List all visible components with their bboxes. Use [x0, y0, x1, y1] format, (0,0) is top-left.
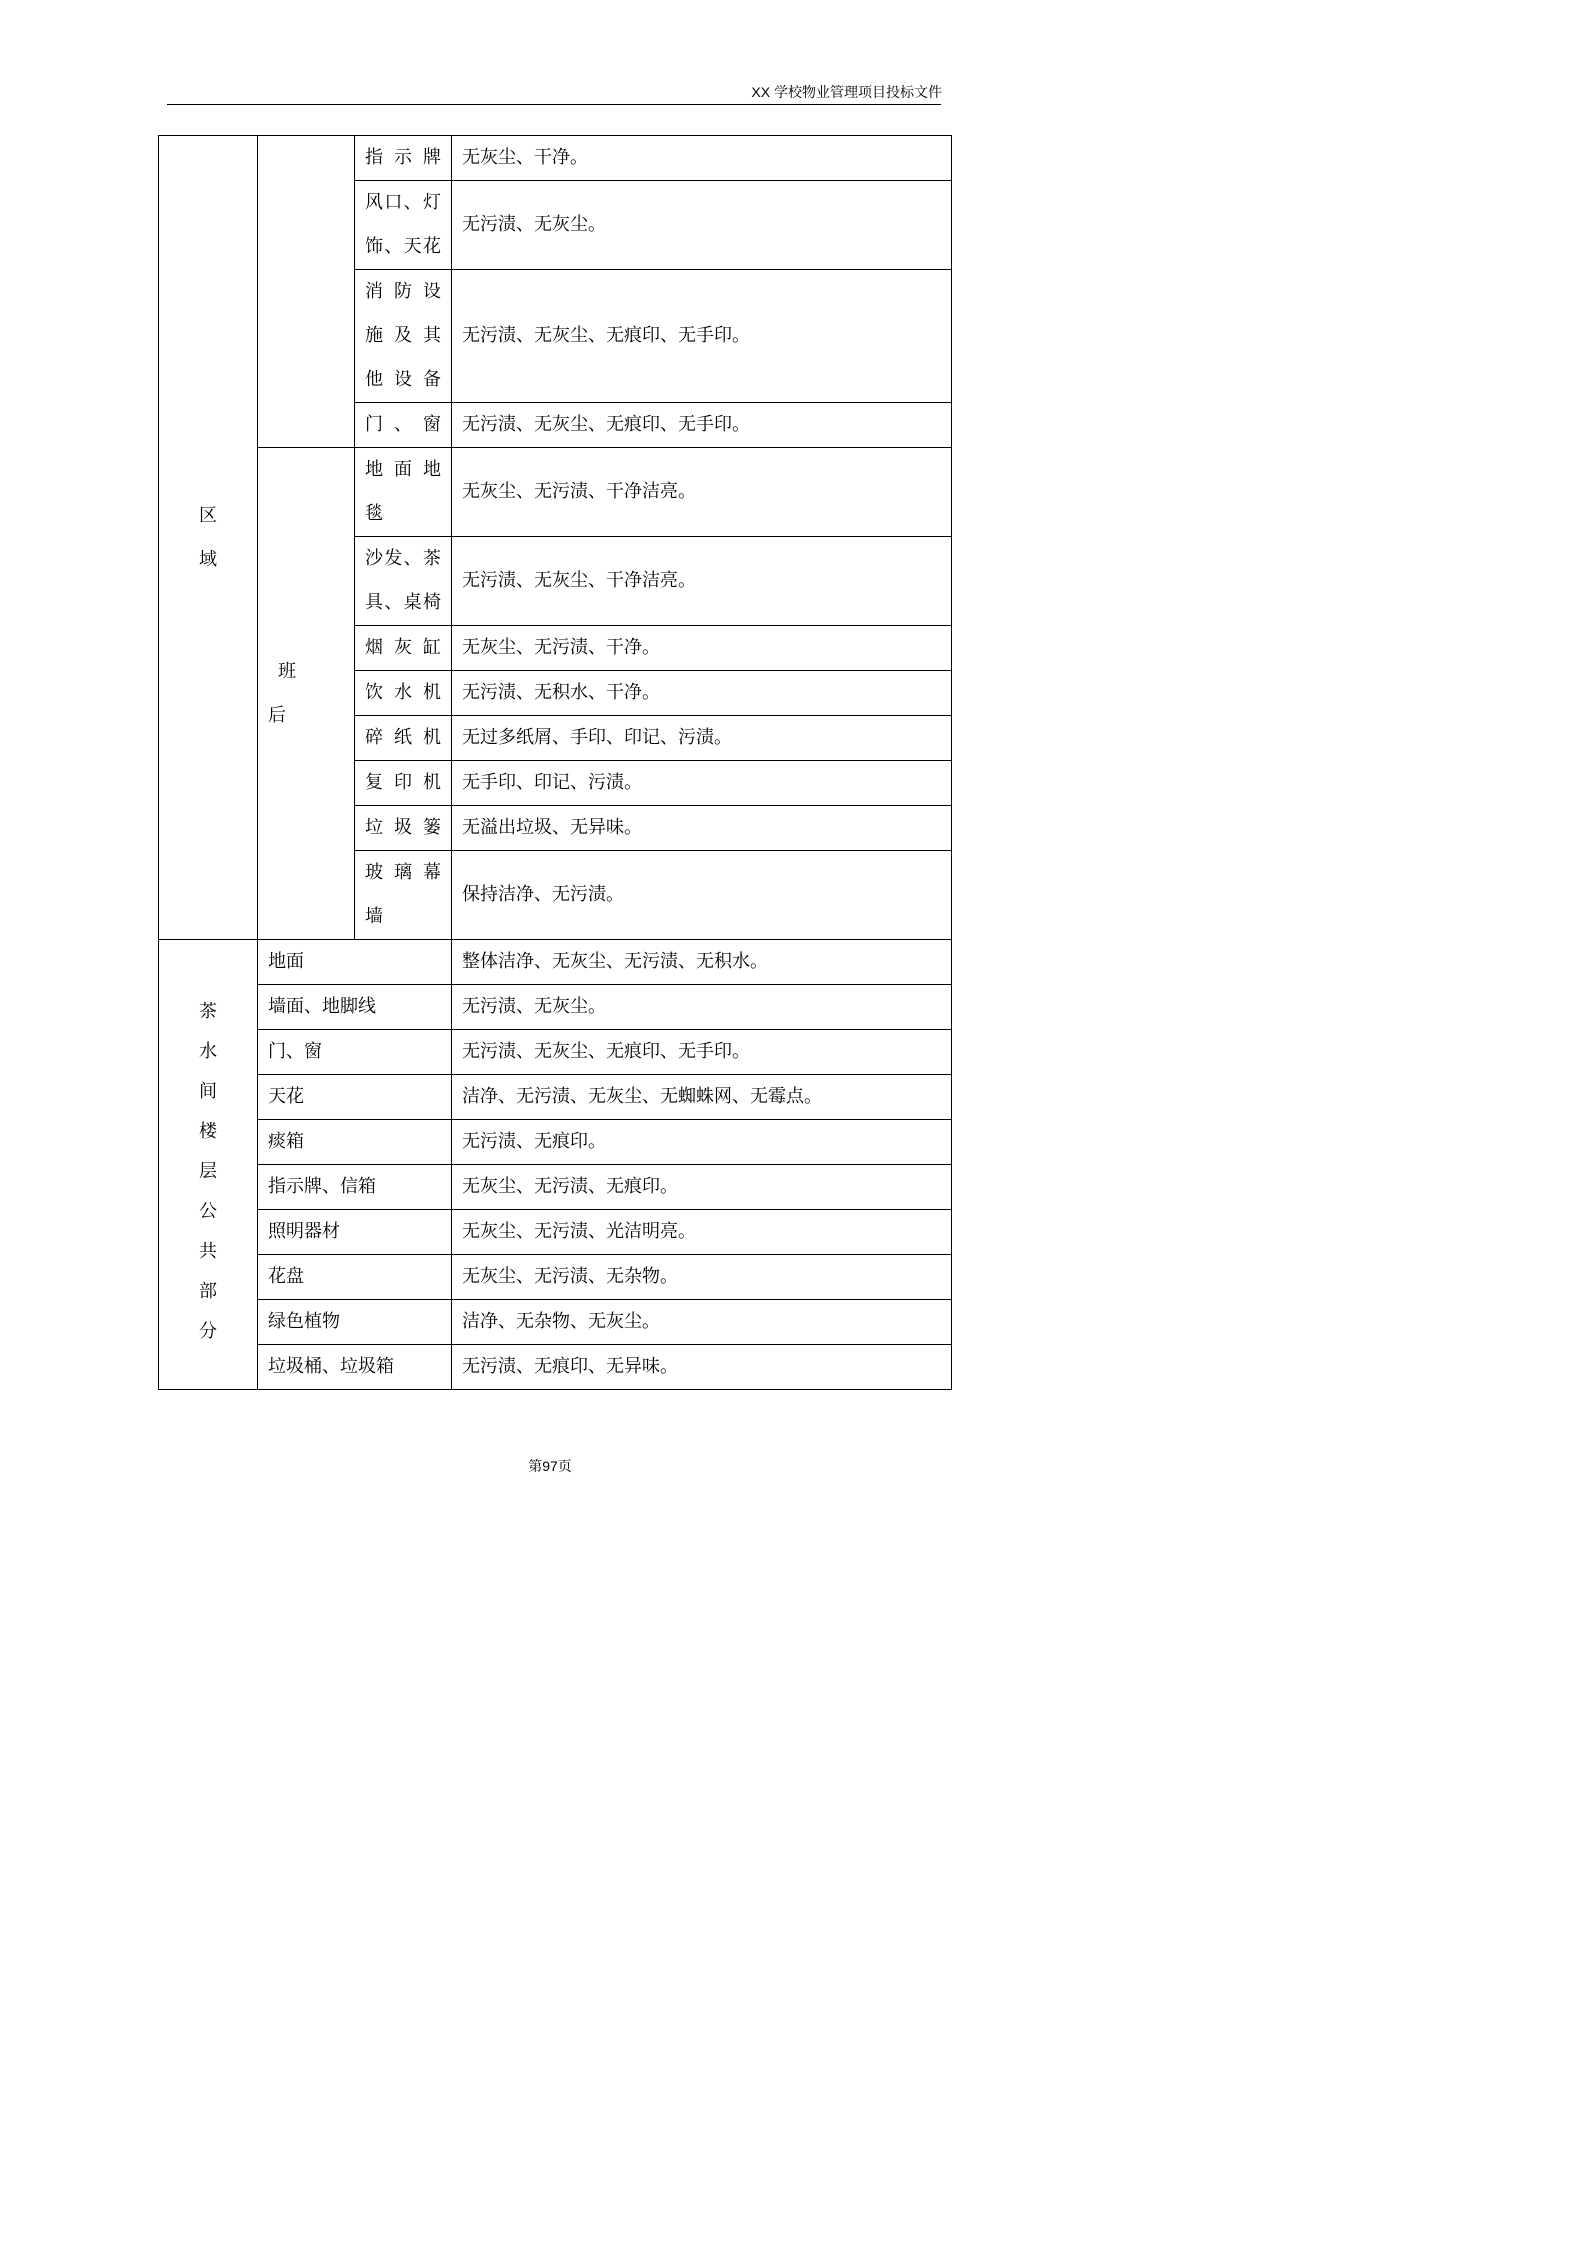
item-line: 施及其 — [365, 325, 441, 346]
table-row — [159, 1030, 952, 1075]
item-cell — [355, 806, 452, 851]
table-row — [159, 448, 952, 537]
item-line: 消防设 — [365, 281, 441, 302]
item-cell: 绿色植物 — [258, 1300, 452, 1345]
item-line: 他设备 — [365, 369, 441, 390]
item-cell — [355, 716, 452, 761]
table-row — [159, 1255, 952, 1300]
item-line: 玻璃幕 — [365, 862, 441, 883]
table-row — [159, 1210, 952, 1255]
item-line: 风口、灯 — [365, 192, 441, 213]
item-line: 毯 — [365, 503, 383, 524]
item-cell — [355, 270, 452, 403]
area-char: 水 — [199, 1040, 217, 1062]
group-label-char: 班 — [278, 660, 296, 682]
document-header-title: XX 学校物业管理项目投标文件 — [751, 84, 942, 100]
item-cell — [355, 403, 452, 448]
page-number: 第97页 — [528, 1458, 572, 1474]
item-line: 具、桌椅 — [365, 592, 441, 613]
item-line: 沙发、茶 — [365, 548, 441, 569]
table-row — [159, 1075, 952, 1120]
item-cell — [355, 761, 452, 806]
cleaning-standards-table — [158, 135, 952, 1390]
area-char: 区 — [199, 504, 217, 526]
item-cell: 花盘 — [258, 1255, 452, 1300]
area-char: 层 — [199, 1160, 217, 1182]
area-char: 茶 — [199, 1000, 217, 1022]
group-label-char: 后 — [268, 704, 286, 726]
item-cell — [355, 136, 452, 181]
group-cell-after-shift — [258, 448, 355, 940]
standard-cell: 洁净、无污渍、无灰尘、无蜘蛛网、无霉点。 — [452, 1075, 952, 1120]
item-cell: 地面 — [258, 940, 452, 985]
table-row — [159, 1120, 952, 1165]
area-char: 共 — [199, 1240, 217, 1262]
item-line: 墙 — [365, 906, 383, 927]
table-row — [159, 985, 952, 1030]
standard-cell: 无溢出垃圾、无异味。 — [452, 806, 952, 851]
standard-cell: 无手印、印记、污渍。 — [452, 761, 952, 806]
standard-cell: 无灰尘、无污渍、干净洁亮。 — [452, 448, 952, 537]
item-cell: 痰箱 — [258, 1120, 452, 1165]
standard-cell: 无污渍、无痕印、无异味。 — [452, 1345, 952, 1390]
area-char: 分 — [199, 1320, 217, 1342]
table-row — [159, 136, 952, 181]
item-line: 饰、天花 — [365, 236, 441, 257]
item-line: 烟灰缸 — [365, 637, 441, 658]
area-char: 公 — [199, 1200, 217, 1222]
item-cell: 照明器材 — [258, 1210, 452, 1255]
item-cell: 指示牌、信箱 — [258, 1165, 452, 1210]
item-cell: 天花 — [258, 1075, 452, 1120]
standard-cell: 无污渍、无灰尘、无痕印、无手印。 — [452, 1030, 952, 1075]
standard-cell: 无灰尘、干净。 — [452, 136, 952, 181]
area-char: 楼 — [199, 1120, 217, 1142]
item-line: 垃圾篓 — [365, 817, 441, 838]
item-cell — [355, 671, 452, 716]
standard-cell: 无污渍、无灰尘。 — [452, 985, 952, 1030]
item-line: 门、窗 — [365, 414, 441, 435]
item-line: 指示牌 — [365, 147, 441, 168]
item-line: 复印机 — [365, 772, 441, 793]
header-rule — [167, 104, 941, 105]
table-row — [159, 1345, 952, 1390]
standard-cell: 无污渍、无灰尘。 — [452, 181, 952, 270]
standard-cell: 无灰尘、无污渍、无痕印。 — [452, 1165, 952, 1210]
table-row — [159, 940, 952, 985]
item-cell — [355, 537, 452, 626]
standard-cell: 无污渍、无灰尘、无痕印、无手印。 — [452, 403, 952, 448]
item-line: 碎纸机 — [365, 727, 441, 748]
area-char: 域 — [199, 548, 217, 570]
table-row — [159, 1300, 952, 1345]
item-cell — [355, 448, 452, 537]
group-cell-empty — [258, 136, 355, 448]
item-cell — [355, 851, 452, 940]
standard-cell: 整体洁净、无灰尘、无污渍、无积水。 — [452, 940, 952, 985]
area-char: 间 — [199, 1080, 217, 1102]
table-row — [159, 1165, 952, 1210]
item-cell — [355, 626, 452, 671]
standard-cell: 无灰尘、无污渍、光洁明亮。 — [452, 1210, 952, 1255]
area-cell-tea-room-floors — [159, 940, 258, 1390]
item-cell: 墙面、地脚线 — [258, 985, 452, 1030]
item-cell: 门、窗 — [258, 1030, 452, 1075]
area-cell-region — [159, 136, 258, 940]
standard-cell: 无污渍、无灰尘、干净洁亮。 — [452, 537, 952, 626]
item-line: 地面地 — [365, 459, 441, 480]
item-cell — [355, 181, 452, 270]
area-char: 部 — [199, 1280, 217, 1302]
item-line: 饮水机 — [365, 682, 441, 703]
standard-cell: 无灰尘、无污渍、无杂物。 — [452, 1255, 952, 1300]
standard-cell: 无过多纸屑、手印、印记、污渍。 — [452, 716, 952, 761]
standard-cell: 无污渍、无痕印。 — [452, 1120, 952, 1165]
standard-cell: 保持洁净、无污渍。 — [452, 851, 952, 940]
standard-cell: 无污渍、无积水、干净。 — [452, 671, 952, 716]
standard-cell: 洁净、无杂物、无灰尘。 — [452, 1300, 952, 1345]
standard-cell: 无灰尘、无污渍、干净。 — [452, 626, 952, 671]
standard-cell: 无污渍、无灰尘、无痕印、无手印。 — [452, 270, 952, 403]
item-cell: 垃圾桶、垃圾箱 — [258, 1345, 452, 1390]
